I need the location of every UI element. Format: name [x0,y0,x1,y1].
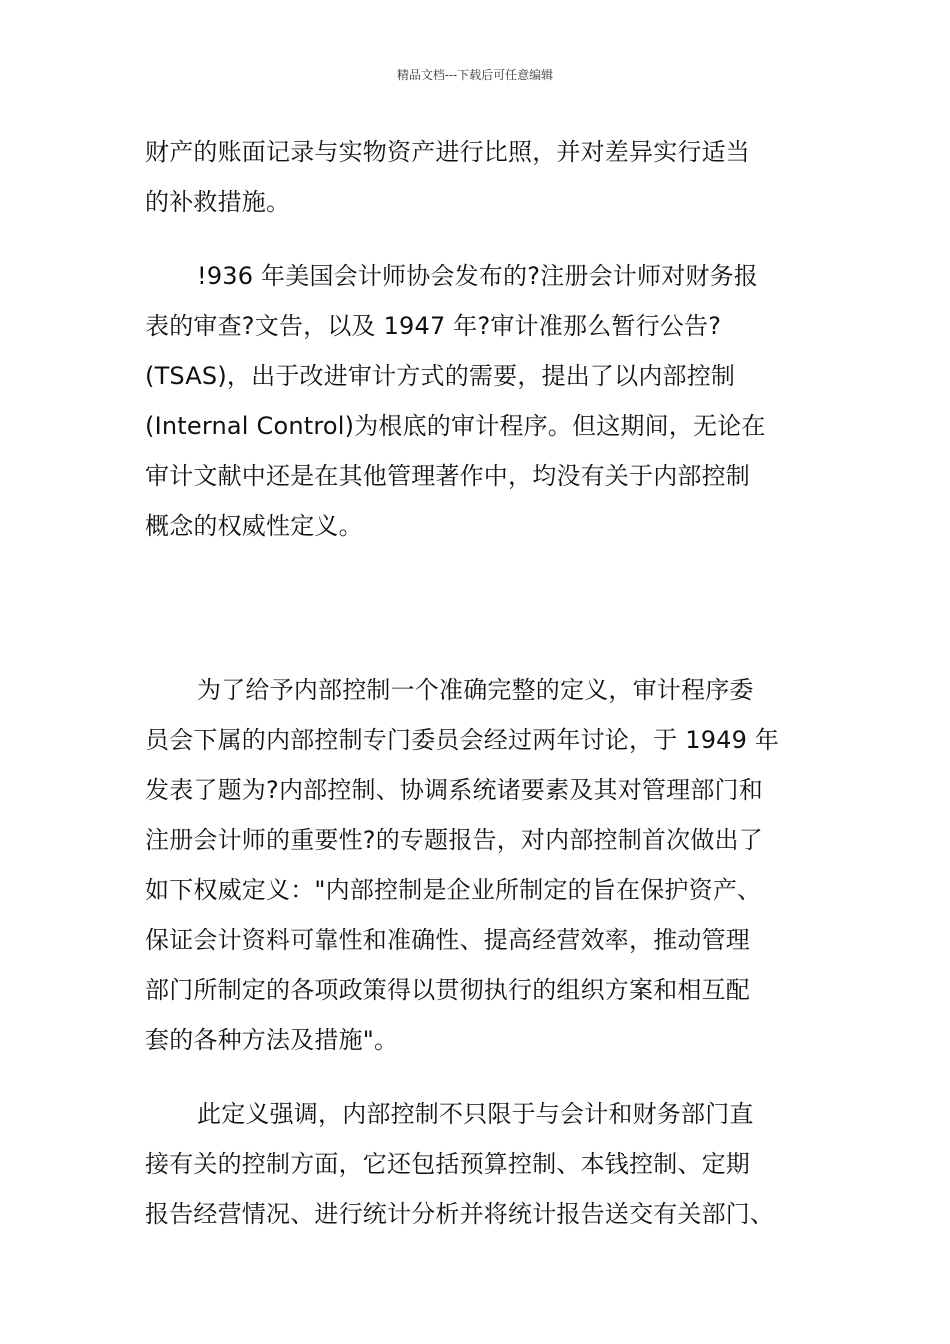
paragraph-2 [145,251,810,551]
text-line: (TSAS)，出于改进审计方式的需要，提出了以内部控制 [145,362,736,390]
paragraph-3 [145,665,810,1065]
text-line: 审计文献中还是在其他管理著作中，均没有关于内部控制 [145,462,750,490]
page-header: 精品文档---下载后可任意编辑 [396,68,554,82]
text-line: 概念的权威性定义。 [145,512,363,540]
text-line: 如下权威定义："内部控制是企业所制定的旨在保护资产、 [145,876,762,904]
text-line: 发表了题为?内部控制、协调系统诸要素及其对管理部门和 [145,776,763,804]
text-line: 财产的账面记录与实物资产进行比照，并对差异实行适当 [145,138,750,166]
paragraph-1 [145,127,810,227]
text-line: 员会下属的内部控制专门委员会经过两年讨论，于 1949 年 [145,726,780,754]
text-line: 表的审查?文告，以及 1947 年?审计准那么暂行公告? [145,312,722,340]
text-line: 接有关的控制方面，它还包括预算控制、本钱控制、定期 [145,1150,750,1178]
text-line: 报告经营情况、进行统计分析并将统计报告送交有关部门、 [145,1200,775,1228]
document-body [145,127,810,1239]
text-line: 保证会计资料可靠性和准确性、提高经营效率，推动管理 [145,926,750,954]
text-line: 为了给予内部控制一个准确完整的定义，审计程序委 [197,676,754,704]
text-line: !936 年美国会计师协会发布的?注册会计师对财务报 [197,262,758,290]
text-line: 此定义强调，内部控制不只限于与会计和财务部门直 [197,1100,754,1128]
text-line: 的补救措施。 [145,188,291,216]
text-line: (Internal Control)为根底的审计程序。但这期间，无论在 [145,412,766,440]
text-line: 注册会计师的重要性?的专题报告，对内部控制首次做出了 [145,826,763,854]
text-line: 部门所制定的各项政策得以贯彻执行的组织方案和相互配 [145,976,750,1004]
text-line: 套的各种方法及措施"。 [145,1026,399,1054]
paragraph-4 [145,1089,810,1239]
